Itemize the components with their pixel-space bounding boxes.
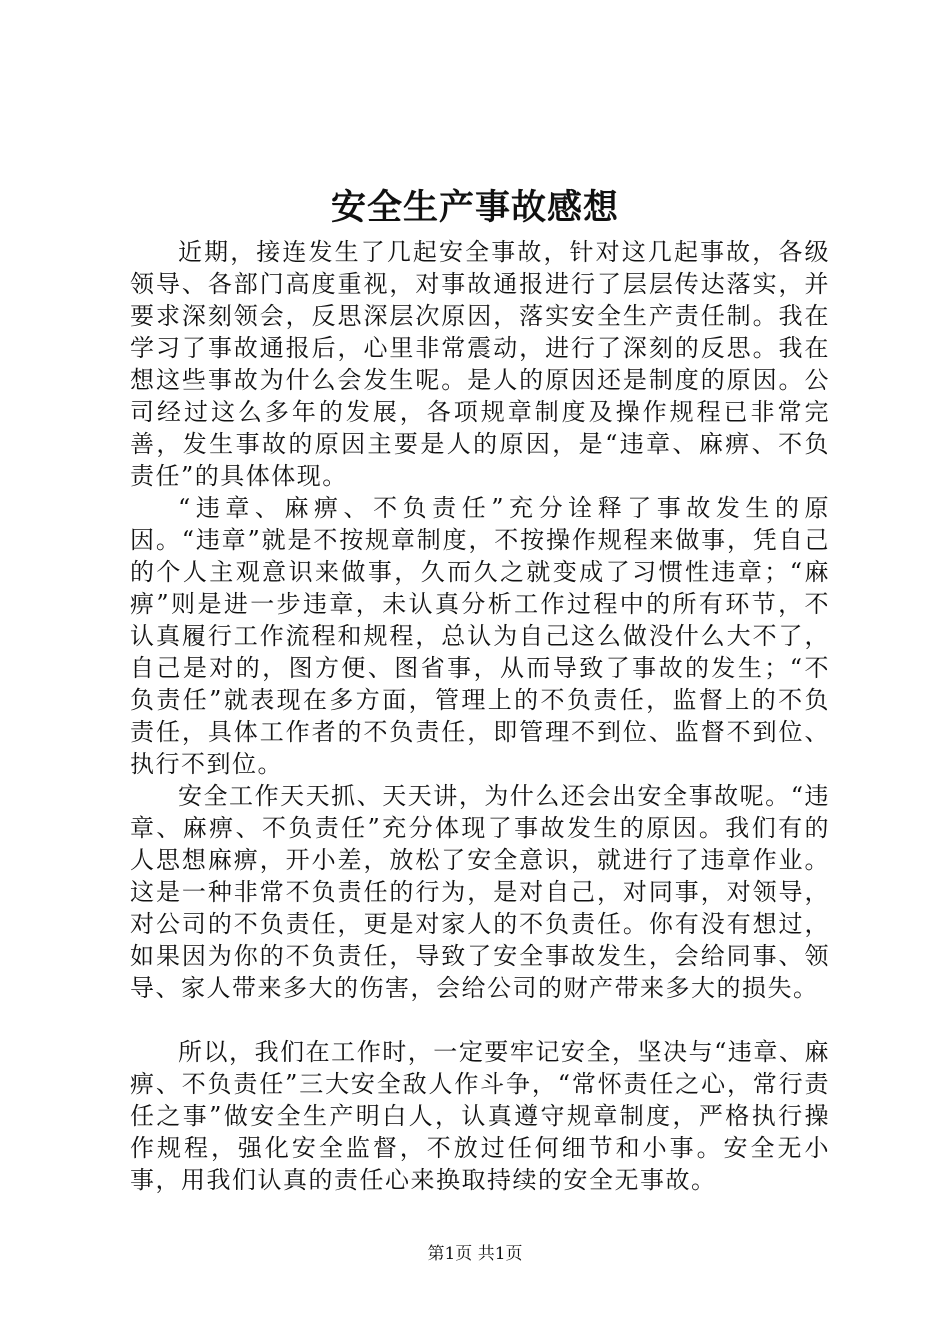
- paragraph-2: “违章、麻痹、不负责任”充分诠释了事故发生的原因。“违章”就是不按规章制度，不按操作规程来做事，凭自己的个人主观意识来做事，久而久之就变成了习惯性违章；“麻痹”则是进一步违章，未认真分析工作过程中的所有环节，不认真履行工作流程和规程，总认为自己这么做没什么大不了，自己是对的，图方便、图省事，从而导致了事故的发生；“不负责任”就表现在多方面，管理上的不负责任，监督上的不负责任，具体工作者的不负责任，即管理不到位、监督不到位、执行不到位。: [130, 494, 830, 778]
- document-body: [130, 236, 830, 1196]
- paragraph-4: 所以，我们在工作时，一定要牢记安全，坚决与“违章、麻痹、不负责任”三大安全敌人作斗争，“常怀责任之心，常行责任之事”做安全生产明白人，认真遵守规章制度，严格执行操作规程，强化安全监督，不放过任何细节和小事。安全无小事，用我们认真的责任心来换取持续的安全无事故。: [130, 1038, 830, 1194]
- page-number-footer: 第1页 共1页: [427, 1244, 523, 1264]
- paragraph-3: 安全工作天天抓、天天讲，为什么还会出安全事故呢。“违章、麻痹、不负责任”充分体现了事故发生的原因。我们有的人思想麻痹，开小差，放松了安全意识，就进行了违章作业。这是一种非常不负责任的行为，是对自己，对同事，对领导，对公司的不负责任，更是对家人的不负责任。你有没有想过，如果因为你的不负责任，导致了安全事故发生，会给同事、领导、家人带来多大的伤害，会给公司的财产带来多大的损失。: [130, 782, 830, 1002]
- paragraph-1: 近期，接连发生了几起安全事故，针对这几起事故，各级领导、各部门高度重视，对事故通报进行了层层传达落实，并要求深刻领会，反思深层次原因，落实安全生产责任制。我在学习了事故通报后，心里非常震动，进行了深刻的反思。我在想这些事故为什么会发生呢。是人的原因还是制度的原因。公司经过这么多年的发展，各项规章制度及操作规程已非常完善，发生事故的原因主要是人的原因，是“违章、麻痹、不负责任”的具体体现。: [130, 238, 830, 490]
- document-title: 安全生产事故感想: [330, 187, 619, 228]
